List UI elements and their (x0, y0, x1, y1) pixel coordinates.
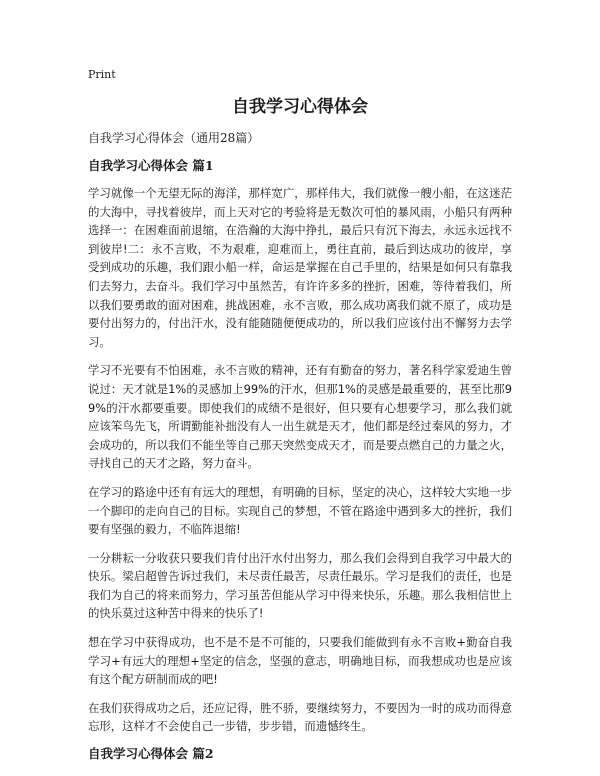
paragraph-3: 在学习的路途中还有有远大的理想，有明确的目标，坚定的决心，这样较大实地一步一个脚印的走向自己的目标。实现自己的梦想，不管在路途中遇到多大的挫折，我们要有坚强的毅力，不临阵退缩! (88, 484, 512, 537)
print-link[interactable]: Print (88, 68, 116, 81)
paragraph-5: 想在学习中获得成功，也不是不是不可能的，只要我们能做到有永不言败+勤奋自我学习+有远大的理想+坚定的信念，坚强的意志，明确地目标，而我想成功也是应该有这个配方研制而成的吧! (88, 635, 512, 687)
paragraph-1: 学习就像一个无望无际的海洋，那样宽广，那样伟大，我们就像一艘小船，在这迷茫的大海中，寻找着彼岸，而上天对它的考验将是无数次可怕的暴风雨，小船只有两种选择一：在困难面前退缩，在浩瀚的大海中挣扎，最后只有沉下海去，永远永远找不到彼岸!二：永不言败，不为艰难，迎难而上，勇往直前，最后到达成功的彼岸，享受到成功的乐趣，我们跟小船一样，命运是掌握在自己手里的，结果是如何只有靠我们去努力，去奋斗。我们学习中虽然苦，有许许多多的挫折，困难，等待着我们，所以我们要勇敢的面对困难，挑战困难，永不言败，那么成功离我们就不原了，成功是要付出努力的，付出汗水，没有能随随便便成功的，所以我们应该付出不懈努力去学习。 (88, 186, 512, 349)
page-title: 自我学习心得体会 (232, 97, 368, 117)
section-heading-1: 自我学习心得体会 篇1 (88, 158, 214, 173)
paragraph-2: 学习不光要有不怕困难，永不言败的精神，还有有勤奋的努力，著名科学家爱迪生曾说过：天才就是1%的灵感加上99%的汗水，但那1%的灵感是最重要的，甚至比那99%的汗水都要重要。即使我们的成绩不是很好，但只要有心想要学习，那么我们就应该笨鸟先飞，所谓勤能补拙没有人一出生就是天才，他们都是经过秦风的努力，才会成功的，所以我们不能坐等自己那天突然变成天才，而是要点燃自己的力量之火，寻找自己的天才之路，努力奋斗。 (88, 363, 512, 471)
section-heading-2: 自我学习心得体会 篇2 (88, 746, 214, 762)
document-subtitle: 自我学习心得体会（通用28篇） (88, 131, 260, 145)
paragraph-6: 在我们获得成功之后，还应记得，胜不骄，要继续努力，不要因为一时的成功而得意忘形，这样才不会使自己一步错，步步错，而遗憾终生。 (88, 700, 512, 734)
paragraph-4: 一分耕耘一分收获只要我们肯付出汗水付出努力，那么我们会得到自我学习中最大的快乐。梁启超曾告诉过我们，未尽责任最苦，尽责任最乐。学习是我们的责任，也是我们为自己的将来而努力，学习虽苦但能从学习中得来快乐，乐趣。那么我相信世上的快乐莫过这种苦中得来的快乐了! (88, 550, 512, 621)
